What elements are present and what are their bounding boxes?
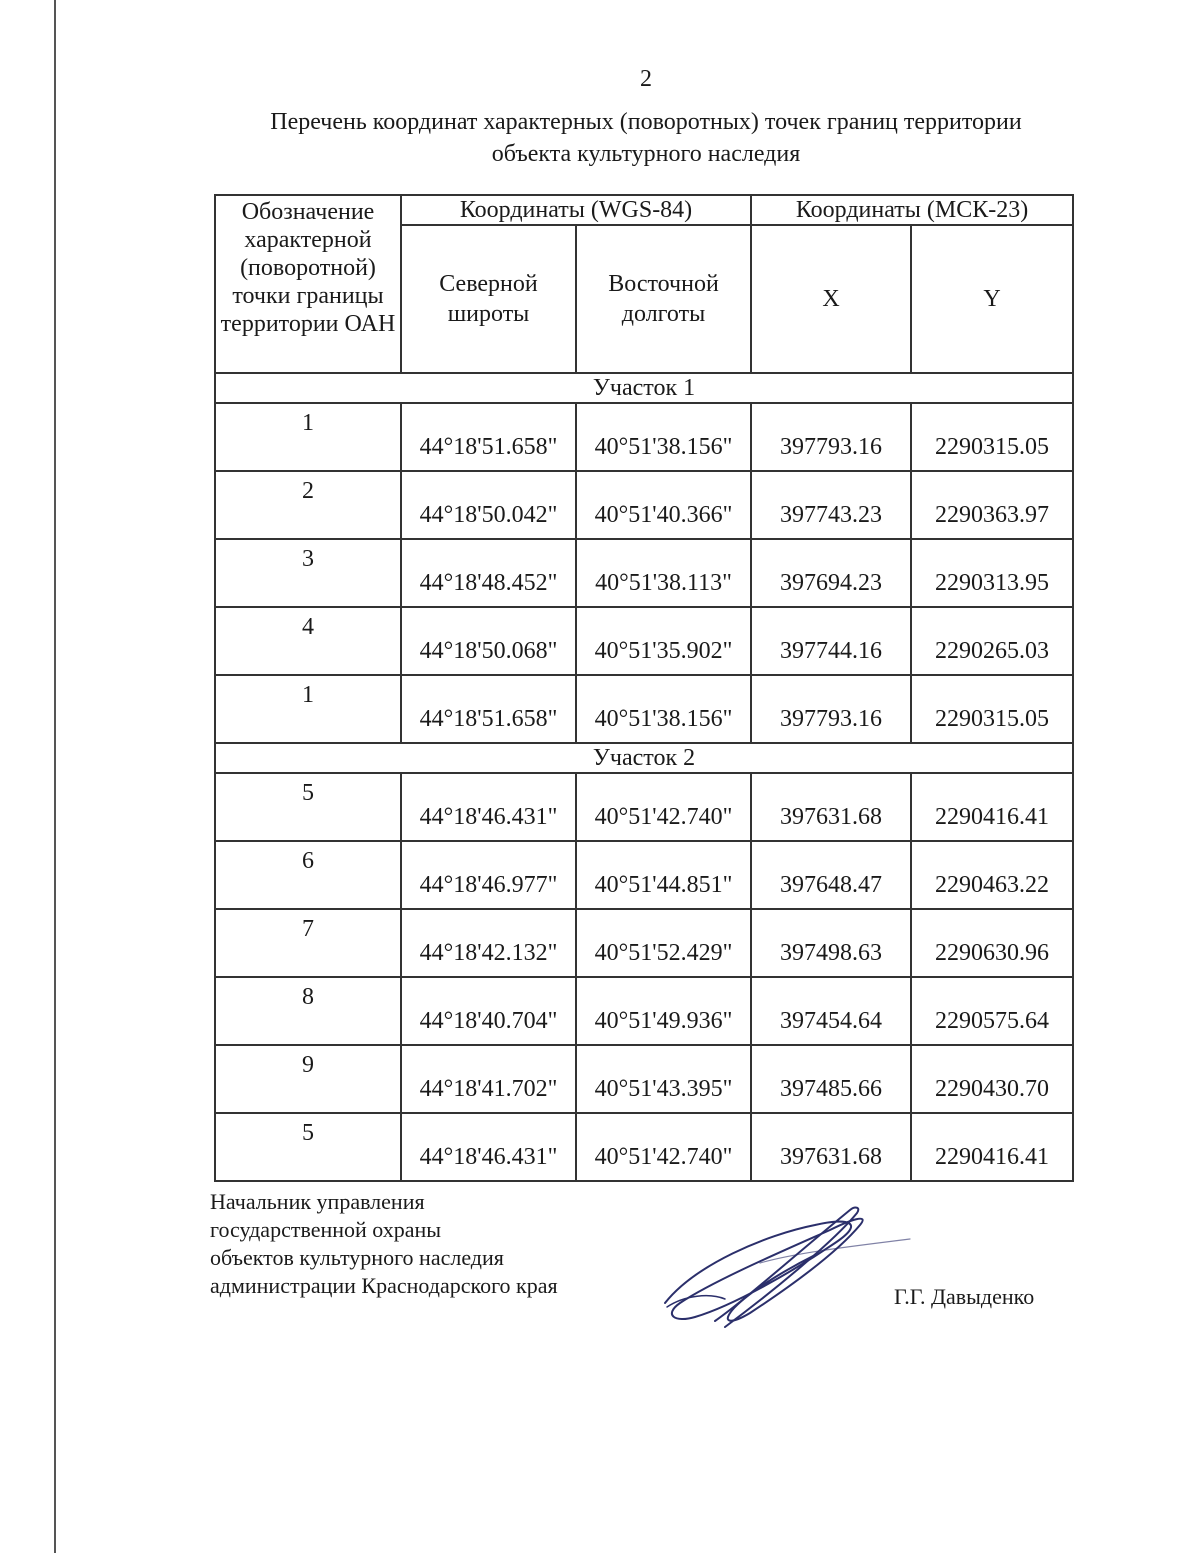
point-designation-cell: 5 (215, 1113, 401, 1181)
header-east-longitude: Восточной долготы (576, 225, 751, 373)
y-coordinate-cell: 2290416.41 (911, 773, 1073, 841)
point-designation-cell: 8 (215, 977, 401, 1045)
table-row (215, 675, 1073, 743)
x-coordinate-cell: 397485.66 (751, 1045, 911, 1113)
point-designation-cell: 1 (215, 675, 401, 743)
document-title-line-1: Перечень координат характерных (поворотных) точек границ территории (270, 109, 1022, 135)
latitude-cell: 44°18'46.431" (401, 1113, 576, 1181)
header-point-designation: Обозначение характерной (поворотной) точки границы территории ОАН (215, 195, 401, 373)
section-title: Участок 1 (215, 373, 1073, 403)
x-coordinate-cell: 397498.63 (751, 909, 911, 977)
table-row (215, 909, 1073, 977)
latitude-cell: 44°18'50.042" (401, 471, 576, 539)
table-row (215, 607, 1073, 675)
longitude-cell: 40°51'44.851" (576, 841, 751, 909)
y-coordinate-cell: 2290463.22 (911, 841, 1073, 909)
table-row (215, 841, 1073, 909)
document-title (200, 106, 1092, 170)
y-coordinate-cell: 2290630.96 (911, 909, 1073, 977)
y-coordinate-cell: 2290575.64 (911, 977, 1073, 1045)
point-designation-cell: 6 (215, 841, 401, 909)
longitude-cell: 40°51'38.156" (576, 675, 751, 743)
x-coordinate-cell: 397648.47 (751, 841, 911, 909)
signer-position-line-4: администрации Краснодарского края (210, 1273, 558, 1298)
latitude-cell: 44°18'46.977" (401, 841, 576, 909)
longitude-cell: 40°51'40.366" (576, 471, 751, 539)
signer-name: Г.Г. Давыденко (894, 1284, 1035, 1309)
longitude-cell: 40°51'52.429" (576, 909, 751, 977)
point-designation-cell: 3 (215, 539, 401, 607)
longitude-cell: 40°51'43.395" (576, 1045, 751, 1113)
point-designation-cell: 7 (215, 909, 401, 977)
y-coordinate-cell: 2290363.97 (911, 471, 1073, 539)
longitude-cell: 40°51'38.156" (576, 403, 751, 471)
table-row (215, 773, 1073, 841)
x-coordinate-cell: 397631.68 (751, 773, 911, 841)
x-coordinate-cell: 397694.23 (751, 539, 911, 607)
signer-position-line-1: Начальник управления (210, 1189, 425, 1214)
signer-position-line-2: государственной охраны (210, 1217, 442, 1242)
table-row (215, 403, 1073, 471)
longitude-cell: 40°51'38.113" (576, 539, 751, 607)
longitude-cell: 40°51'42.740" (576, 773, 751, 841)
longitude-cell: 40°51'35.902" (576, 607, 751, 675)
latitude-cell: 44°18'51.658" (401, 675, 576, 743)
y-coordinate-cell: 2290265.03 (911, 607, 1073, 675)
header-wgs84-group: Координаты (WGS-84) (401, 195, 751, 225)
header-x: X (751, 225, 911, 373)
latitude-cell: 44°18'46.431" (401, 773, 576, 841)
table-row (215, 977, 1073, 1045)
point-designation-cell: 9 (215, 1045, 401, 1113)
y-coordinate-cell: 2290416.41 (911, 1113, 1073, 1181)
x-coordinate-cell: 397454.64 (751, 977, 911, 1045)
latitude-cell: 44°18'51.658" (401, 403, 576, 471)
x-coordinate-cell: 397631.68 (751, 1113, 911, 1181)
section-row (215, 743, 1073, 773)
signer-position (210, 1188, 558, 1300)
latitude-cell: 44°18'41.702" (401, 1045, 576, 1113)
header-msk23-group: Координаты (МСК-23) (751, 195, 1073, 225)
latitude-cell: 44°18'42.132" (401, 909, 576, 977)
point-designation-cell: 5 (215, 773, 401, 841)
table-row (215, 1045, 1073, 1113)
point-designation-cell: 4 (215, 607, 401, 675)
latitude-cell: 44°18'48.452" (401, 539, 576, 607)
point-designation-cell: 2 (215, 471, 401, 539)
coordinates-table (214, 194, 1074, 1182)
y-coordinate-cell: 2290315.05 (911, 403, 1073, 471)
y-coordinate-cell: 2290430.70 (911, 1045, 1073, 1113)
section-row (215, 373, 1073, 403)
table-row (215, 471, 1073, 539)
x-coordinate-cell: 397793.16 (751, 675, 911, 743)
longitude-cell: 40°51'42.740" (576, 1113, 751, 1181)
section-title: Участок 2 (215, 743, 1073, 773)
x-coordinate-cell: 397793.16 (751, 403, 911, 471)
table-body (215, 373, 1073, 1181)
header-north-latitude: Северной широты (401, 225, 576, 373)
header-y: Y (911, 225, 1073, 373)
latitude-cell: 44°18'50.068" (401, 607, 576, 675)
page-margin-line (54, 0, 56, 1553)
signer-position-line-3: объектов культурного наследия (210, 1245, 504, 1270)
longitude-cell: 40°51'49.936" (576, 977, 751, 1045)
page-number: 2 (640, 66, 652, 92)
point-designation-cell: 1 (215, 403, 401, 471)
y-coordinate-cell: 2290315.05 (911, 675, 1073, 743)
x-coordinate-cell: 397743.23 (751, 471, 911, 539)
x-coordinate-cell: 397744.16 (751, 607, 911, 675)
table-row (215, 539, 1073, 607)
latitude-cell: 44°18'40.704" (401, 977, 576, 1045)
document-title-line-2: объекта культурного наследия (491, 141, 801, 167)
table-header-row (215, 195, 1073, 225)
table-row (215, 1113, 1073, 1181)
handwritten-signature-icon (655, 1195, 915, 1335)
y-coordinate-cell: 2290313.95 (911, 539, 1073, 607)
